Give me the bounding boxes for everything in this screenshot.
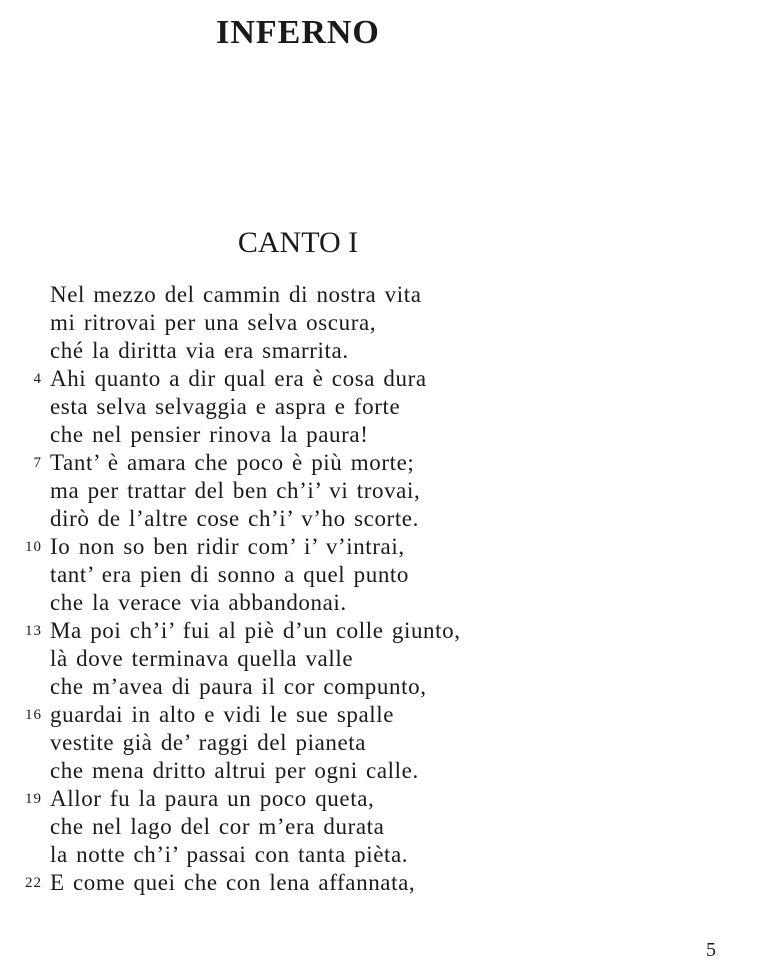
- verse-line: [0, 561, 640, 589]
- verse-text: che nel pensier rinova la paura!: [50, 422, 369, 447]
- verse-text: E come quei che con lena affannata,: [50, 870, 416, 895]
- verse-number: 7: [33, 455, 42, 471]
- verse-line: [0, 309, 640, 337]
- page-number: 5: [706, 939, 716, 961]
- verse-number: 19: [25, 791, 42, 807]
- verse-text: Allor fu la paura un poco queta,: [50, 786, 375, 811]
- verse-text: ma per trattar del ben ch’i’ vi trovai,: [50, 478, 421, 503]
- verse-line: [0, 421, 640, 449]
- verse-text: che mena dritto altrui per ogni calle.: [50, 758, 419, 783]
- verse-text: che la verace via abbandonai.: [50, 590, 347, 615]
- verse-line: [0, 645, 640, 673]
- verse-text: che nel lago del cor m’era durata: [50, 814, 385, 839]
- verse-text: ché la diritta via era smarrita.: [50, 338, 349, 363]
- verse-text: dirò de l’altre cose ch’i’ v’ho scorte.: [50, 506, 419, 531]
- verse-line: [0, 673, 640, 701]
- verse-text: la notte ch’i’ passai con tanta pièta.: [50, 842, 409, 867]
- verse-line: [0, 281, 640, 309]
- verse-number: 16: [25, 707, 42, 723]
- verse-number: 4: [33, 371, 42, 387]
- verse-line: [0, 617, 640, 645]
- verse-text: vestite già de’ raggi del pianeta: [50, 730, 367, 755]
- verse-line: [0, 701, 640, 729]
- verse-line: [0, 449, 640, 477]
- verse-line: [0, 757, 640, 785]
- verse-number: 22: [25, 875, 42, 891]
- verse-text: mi ritrovai per una selva oscura,: [50, 310, 377, 335]
- verse-line: [0, 589, 640, 617]
- verse-number: 10: [25, 539, 42, 555]
- verse-line: [0, 477, 640, 505]
- verse-line: [0, 505, 640, 533]
- verse-text: Tant’ è amara che poco è più morte;: [50, 450, 415, 475]
- verse-text: là dove terminava quella valle: [50, 646, 354, 671]
- verse-number: 13: [25, 623, 42, 639]
- verse-line: [0, 841, 640, 869]
- canto-heading: CANTO I: [237, 226, 359, 259]
- verse-line: [0, 813, 640, 841]
- verse-text: Ahi quanto a dir qual era è cosa dura: [50, 366, 427, 391]
- page-title: INFERNO: [216, 14, 380, 51]
- verse-text: guardai in alto e vidi le sue spalle: [50, 702, 395, 727]
- verse-line: [0, 393, 640, 421]
- verse-text: Nel mezzo del cammin di nostra vita: [50, 282, 422, 307]
- verse-text: esta selva selvaggia e aspra e forte: [50, 394, 401, 419]
- verse-line: [0, 533, 640, 561]
- verse-line: [0, 365, 640, 393]
- verse-line: [0, 785, 640, 813]
- poem-body: [0, 281, 640, 897]
- verse-line: [0, 869, 640, 897]
- verse-text: Io non so ben ridir com’ i’ v’intrai,: [50, 534, 405, 559]
- verse-text: che m’avea di paura il cor compunto,: [50, 674, 427, 699]
- verse-line: [0, 729, 640, 757]
- verse-line: [0, 337, 640, 365]
- verse-text: Ma poi ch’i’ fui al piè d’un colle giunto,: [50, 618, 461, 643]
- verse-text: tant’ era pien di sonno a quel punto: [50, 562, 410, 587]
